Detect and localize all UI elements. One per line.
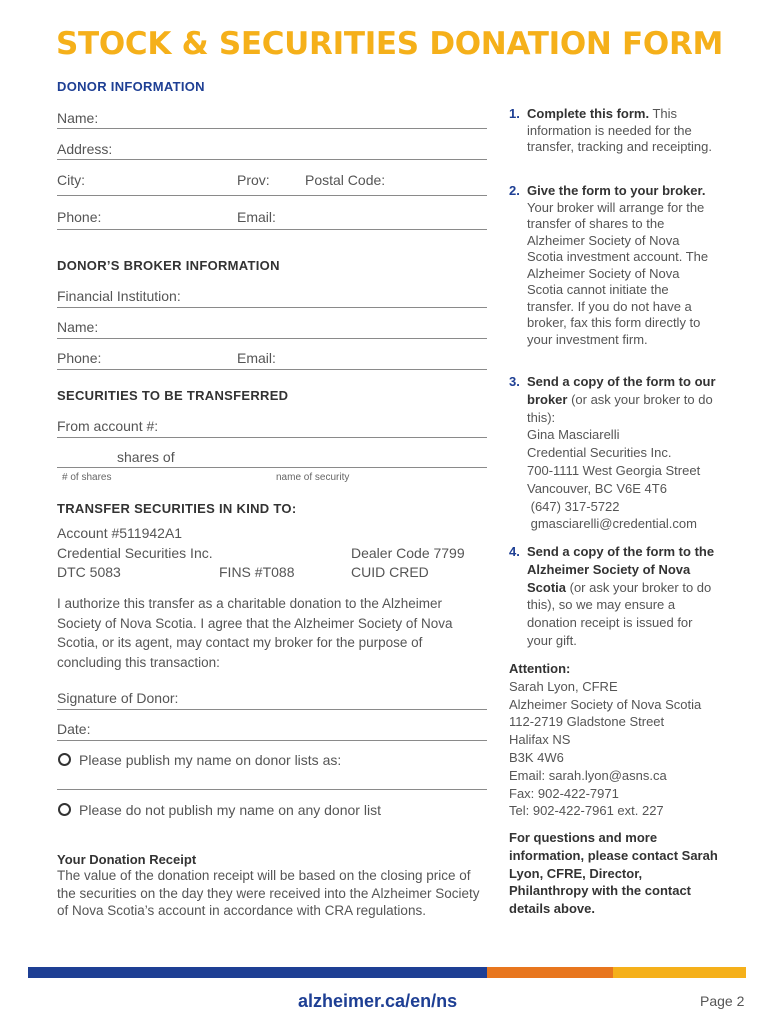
broker-contact-phone: (647) 317-5722 <box>527 498 620 514</box>
transfer-company: Credential Securities Inc. <box>57 545 213 561</box>
step-2-number: 2. <box>509 183 520 198</box>
donor-city-label: City: <box>57 172 85 188</box>
no-publish-label: Please do not publish my name on any donor list <box>79 802 381 818</box>
step-3-number: 3. <box>509 374 520 389</box>
step-3-title: Send a copy of the form to our broker <box>527 374 716 407</box>
page-number: Page 2 <box>700 993 745 1009</box>
donor-prov-label: Prov: <box>237 172 270 188</box>
donor-info-heading: DONOR INFORMATION <box>57 79 205 94</box>
signature-label: Signature of Donor: <box>57 690 179 706</box>
step-4 <box>509 543 719 650</box>
broker-contact-email: gmasciarelli@credential.com <box>527 516 697 532</box>
shares-field[interactable] <box>57 467 487 468</box>
from-account-label: From account #: <box>57 418 159 434</box>
step-2 <box>509 183 719 348</box>
securities-heading: SECURITIES TO BE TRANSFERRED <box>57 388 289 403</box>
publish-name-field[interactable] <box>57 789 487 790</box>
broker-institution-field[interactable] <box>57 307 487 308</box>
from-account-field[interactable] <box>57 437 487 438</box>
broker-phone-label: Phone: <box>57 350 102 366</box>
donor-name-label: Name: <box>57 110 99 126</box>
step-3-text: (or ask your broker to do this): <box>527 391 713 425</box>
donor-address-label: Address: <box>57 141 113 157</box>
broker-contact-company: Credential Securities Inc. <box>527 445 672 461</box>
attention-label: Attention: <box>509 661 571 676</box>
attention-line: Halifax NS <box>509 732 571 748</box>
broker-phone-field[interactable] <box>57 369 487 370</box>
receipt-text: The value of the donation receipt will be based on the closing price of the securities on the day they were received into the Alzheimer Society of Nova Scotia’s account in accordance with CRA regulations. <box>57 868 480 918</box>
attention-line: Tel: 902-422-7961 ext. 227 <box>509 803 664 819</box>
footer-url-link[interactable]: alzheimer.ca/en/ns <box>298 991 458 1011</box>
transfer-dealer-code: Dealer Code 7799 <box>351 545 465 561</box>
broker-info-heading: DONOR’S BROKER INFORMATION <box>57 258 280 273</box>
attention-line: Alzheimer Society of Nova Scotia <box>509 696 702 712</box>
donor-phone-label: Phone: <box>57 209 102 225</box>
form-title: STOCK & SECURITIES DONATION FORM <box>56 26 724 62</box>
donor-phone-field[interactable] <box>57 229 487 230</box>
attention-line: Fax: 902-422-7971 <box>509 785 619 801</box>
footer-bar-blue <box>28 967 487 978</box>
security-name-caption: name of security <box>276 472 350 483</box>
step-4-title: Send a copy of the form to the Alzheimer Society of Nova Scotia <box>527 544 715 595</box>
footer-bar-orange <box>487 967 613 978</box>
transfer-heading: TRANSFER SECURITIES IN KIND TO: <box>57 501 297 516</box>
donor-name-field[interactable] <box>57 128 487 129</box>
transfer-account: Account #511942A1 <box>57 525 183 541</box>
shares-of-label: shares of <box>117 449 175 465</box>
broker-contact <box>509 426 719 533</box>
broker-institution-label: Financial Institution: <box>57 288 181 304</box>
publish-name-radio[interactable] <box>58 753 71 766</box>
attention-line: 112-2719 Gladstone Street <box>509 714 665 730</box>
step-2-title: Give the form to your broker. <box>527 183 706 198</box>
broker-email-label: Email: <box>237 350 276 366</box>
footer-bar-yellow <box>613 967 746 978</box>
donor-postal-label: Postal Code: <box>305 172 386 188</box>
step-1 <box>509 106 719 156</box>
step-4-number: 4. <box>509 544 520 559</box>
broker-contact-name: Gina Masciarelli <box>527 427 620 443</box>
authorization-text: I authorize this transfer as a charitable donation to the Alzheimer Society of Nova Scotia. I agree that the Alzheimer Society of Nova Scotia, or its agent, may contact my broker for the purpose of concluding this transaction: <box>57 596 453 670</box>
publish-name-label: Please publish my name on donor lists as: <box>79 752 342 768</box>
donor-address-field[interactable] <box>57 159 487 160</box>
step-1-text: This information is needed for the transfer, tracking and receipting. <box>527 106 712 154</box>
broker-contact-city: Vancouver, BC V6E 4T6 <box>527 480 667 496</box>
date-field[interactable] <box>57 740 487 741</box>
num-shares-caption: # of shares <box>62 472 112 483</box>
donor-city-field[interactable] <box>57 195 487 196</box>
transfer-dtc: DTC 5083 <box>57 564 121 580</box>
step-1-title: Complete this form. <box>527 106 650 121</box>
attention-line: Email: sarah.lyon@asns.ca <box>509 767 667 783</box>
no-publish-radio[interactable] <box>58 803 71 816</box>
attention-block <box>509 660 739 820</box>
attention-line: B3K 4W6 <box>509 749 564 765</box>
transfer-cuid: CUID CRED <box>351 564 429 580</box>
signature-field[interactable] <box>57 709 487 710</box>
attention-line: Sarah Lyon, CFRE <box>509 678 618 694</box>
broker-name-label: Name: <box>57 319 99 335</box>
step-2-text: Your broker will arrange for the transfer of shares to the Alzheimer Society of Nova Scotia investment account. The Alzheimer Society of Nova Scotia cannot initiate the transfer. If you do not have a broker, fax this form directly to your investment firm. <box>527 199 709 347</box>
broker-contact-street: 700-1111 West Georgia Street <box>527 462 701 478</box>
transfer-fins: FINS #T088 <box>219 564 295 580</box>
step-3 <box>509 373 719 533</box>
step-1-number: 1. <box>509 106 520 121</box>
broker-name-field[interactable] <box>57 338 487 339</box>
questions-text: For questions and more information, please contact Sarah Lyon, CFRE, Director, Philanthropy with the contact details above. <box>509 830 718 917</box>
receipt-heading: Your Donation Receipt <box>57 852 197 867</box>
step-4-text: (or ask your broker to do this), so we may ensure a donation receipt is issued for your gift. <box>527 579 712 648</box>
date-label: Date: <box>57 721 91 737</box>
donor-email-label: Email: <box>237 209 276 225</box>
